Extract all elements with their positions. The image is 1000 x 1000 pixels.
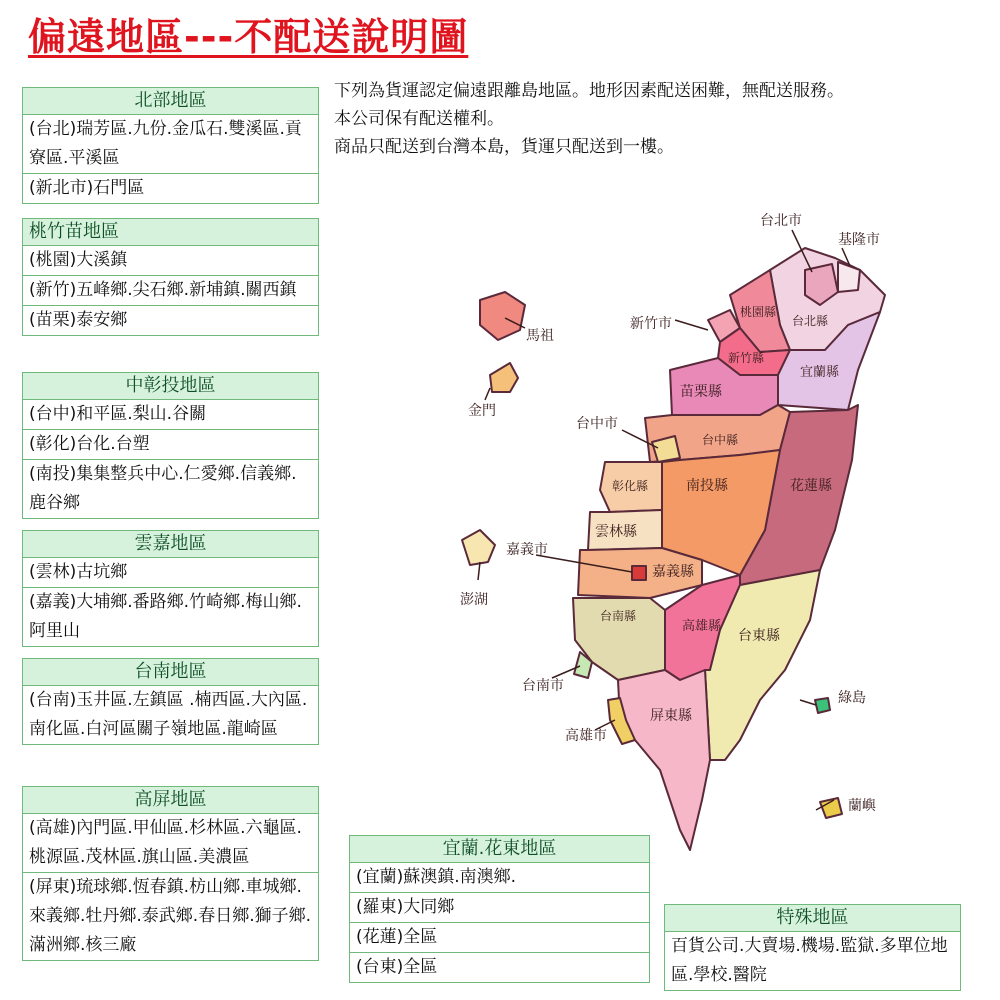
island-kinmen bbox=[490, 363, 518, 392]
map-label-taichung-city: 台中市 bbox=[576, 416, 618, 432]
region-row: (彰化)台化.台塑 bbox=[23, 430, 318, 460]
map-label-green-island: 綠島 bbox=[838, 690, 866, 706]
map-label-changhua: 彰化縣 bbox=[612, 479, 649, 493]
map-label-matsu: 馬祖 bbox=[526, 328, 554, 344]
island-green bbox=[815, 698, 830, 713]
region-row: (羅東)大同鄉 bbox=[350, 893, 649, 923]
page-title: 偏遠地區---不配送說明圖 bbox=[28, 15, 469, 59]
region-row: (新北市)石門區 bbox=[29, 178, 145, 198]
region-row: 百貨公司.大賣場.機場.監獄.多單位地區.學校.醫院 bbox=[671, 936, 948, 985]
region-row: (台南)玉井區.左鎮區 .楠西區.大內區.南化區.白河區關子嶺地區.龍崎區 bbox=[29, 690, 308, 739]
region-row: (南投)集集整兵中心.仁愛鄉.信義鄉.鹿谷鄉 bbox=[29, 464, 297, 513]
region-header-east: 宜蘭.花東地區 bbox=[350, 836, 649, 863]
region-box-tainan bbox=[22, 658, 319, 745]
region-header-tainan: 台南地區 bbox=[23, 659, 318, 686]
map-label-tainan-county: 台南縣 bbox=[600, 609, 637, 623]
region-row: (嘉義)大埔鄉.番路鄉.竹崎鄉.梅山鄉.阿里山 bbox=[29, 592, 302, 641]
map-label-chiayi-city: 嘉義市 bbox=[506, 542, 548, 558]
region-header-north: 北部地區 bbox=[23, 88, 318, 115]
region-box-tzm bbox=[22, 218, 319, 336]
intro-line-2: 本公司保有配送權利。 bbox=[334, 109, 504, 129]
region-box-north bbox=[22, 87, 319, 204]
map-label-nantou: 南投縣 bbox=[686, 478, 728, 494]
region-row: (宜蘭)蘇澳鎮.南澳鄉. bbox=[350, 863, 649, 893]
region-box-kaoping bbox=[22, 786, 319, 961]
region-pingtung bbox=[618, 670, 710, 850]
region-chiayi-city bbox=[632, 566, 646, 580]
region-keelung bbox=[838, 262, 860, 292]
map-label-taipei-county: 台北縣 bbox=[792, 314, 829, 328]
intro-line-1: 下列為貨運認定偏遠跟離島地區。地形因素配送困難，無配送服務。 bbox=[334, 81, 844, 101]
map-label-kinmen: 金門 bbox=[468, 403, 496, 419]
region-row: (屏東)琉球鄉.恆春鎮.枋山鄉.車城鄉.來義鄉.牡丹鄉.泰武鄉.春日鄉.獅子鄉.滿洲鄉.核三廠 bbox=[29, 877, 312, 955]
map-label-pingtung: 屏東縣 bbox=[650, 708, 692, 724]
region-header-special: 特殊地區 bbox=[665, 905, 960, 932]
region-row: (苗栗)泰安鄉 bbox=[29, 310, 128, 330]
region-row: (新竹)五峰鄉.尖石鄉.新埔鎮.關西鎮 bbox=[23, 276, 318, 306]
map-label-yilan: 宜蘭縣 bbox=[800, 365, 840, 380]
map-label-chiayi-county: 嘉義縣 bbox=[652, 564, 694, 580]
taiwan-map bbox=[440, 200, 960, 860]
map-label-tainan-city: 台南市 bbox=[522, 678, 564, 694]
map-label-taichung-county: 台中縣 bbox=[702, 433, 739, 447]
map-label-taipei-city: 台北市 bbox=[760, 213, 802, 229]
map-label-orchid-island: 蘭嶼 bbox=[848, 798, 876, 814]
taiwan-map-svg bbox=[440, 200, 960, 860]
map-label-hsinchu-city: 新竹市 bbox=[630, 316, 672, 332]
region-taichung-city bbox=[652, 436, 680, 462]
region-row: (台中)和平區.梨山.谷關 bbox=[23, 400, 318, 430]
region-row: (高雄)內門區.甲仙區.杉林區.六龜區.桃源區.茂林區.旗山區.美濃區 bbox=[23, 814, 318, 873]
region-box-central bbox=[22, 372, 319, 519]
intro-text bbox=[334, 77, 984, 161]
island-penghu bbox=[462, 530, 495, 565]
map-label-hualien: 花蓮縣 bbox=[790, 478, 832, 494]
island-matsu bbox=[480, 292, 525, 340]
map-label-penghu: 澎湖 bbox=[460, 592, 488, 608]
map-label-yunlin: 雲林縣 bbox=[595, 524, 637, 540]
region-box-special bbox=[664, 904, 961, 991]
region-box-yunchia bbox=[22, 530, 319, 647]
region-header-yunchia: 雲嘉地區 bbox=[23, 531, 318, 558]
map-label-miaoli: 苗栗縣 bbox=[680, 384, 722, 400]
region-header-central: 中彰投地區 bbox=[23, 373, 318, 400]
map-label-hsinchu-county: 新竹縣 bbox=[728, 351, 765, 365]
region-header-kaoping: 高屏地區 bbox=[23, 787, 318, 814]
region-row: (台東)全區 bbox=[356, 957, 438, 977]
map-label-kaohsiung-city: 高雄市 bbox=[565, 728, 607, 744]
region-header-tzm: 桃竹苗地區 bbox=[23, 219, 318, 246]
map-label-kaohsiung-county: 高雄縣 bbox=[682, 619, 722, 634]
map-label-taitung: 台東縣 bbox=[738, 628, 780, 644]
map-label-keelung: 基隆市 bbox=[838, 232, 880, 248]
region-row: (雲林)古坑鄉 bbox=[23, 558, 318, 588]
region-row: (桃園)大溪鎮 bbox=[23, 246, 318, 276]
region-row: (台北)瑞芳區.九份.金瓜石.雙溪區.貢寮區.平溪區 bbox=[23, 115, 318, 174]
map-label-taoyuan: 桃園縣 bbox=[740, 305, 777, 319]
intro-line-3: 商品只配送到台灣本島，貨運只配送到一樓。 bbox=[334, 137, 674, 157]
region-row: (花蓮)全區 bbox=[350, 923, 649, 953]
